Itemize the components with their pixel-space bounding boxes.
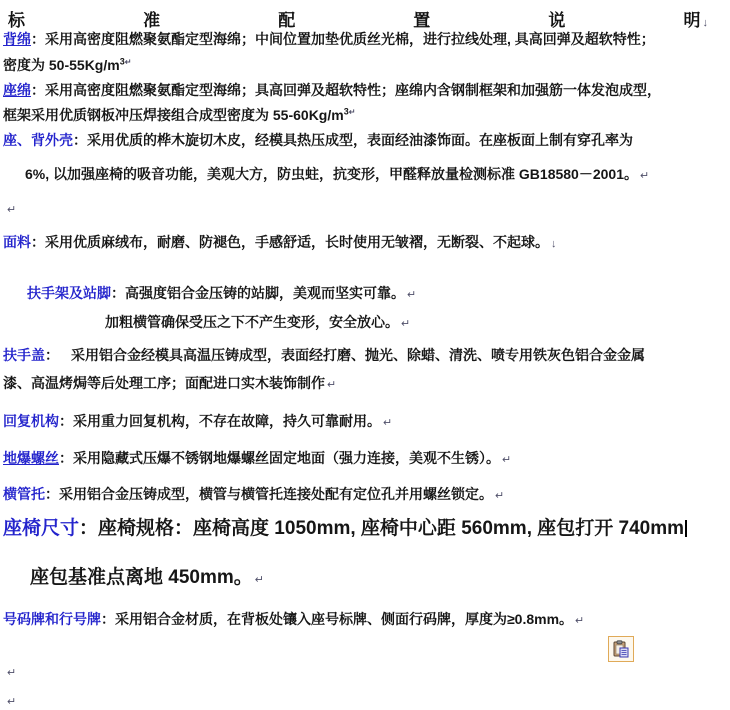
section-text: 密度为 50-55Kg/m (3, 57, 120, 73)
spec-row-armrest-frame (27, 283, 416, 303)
bold-standard-text: 甲醛释放量检测标准 GB18580－2001 (389, 166, 624, 182)
section-label: 横管托 (3, 486, 45, 502)
label-colon: ： (73, 132, 87, 148)
title-char: 说 (548, 11, 566, 30)
spec-row-seat-foam (3, 80, 661, 100)
label-colon: ： (31, 82, 45, 98)
section-text: 采用重力回复机构，不存在故障，持久可靠耐用。 (73, 413, 381, 429)
paragraph-mark: ↵ (7, 204, 17, 216)
spec-row-fabric (3, 232, 557, 252)
section-text: 采用优质麻绒布，耐磨、防褪色，手感舒适，长时使用无皱褶，无断裂、不起球。 (45, 234, 549, 250)
paragraph-mark: ↵ (7, 667, 17, 679)
spec-row-dimensions-line2 (30, 562, 264, 589)
page-title (8, 6, 708, 31)
paragraph-mark: ↵ (407, 289, 417, 301)
label-colon: ： (79, 518, 99, 539)
section-text: 采用铝合金材质，在背板处镶入座号标牌、侧面行码牌，厚度为≥0.8mm。 (115, 611, 574, 627)
spec-row-tube-bracket (3, 484, 504, 504)
spec-row-dimensions (3, 513, 687, 540)
section-text: 。 (623, 166, 638, 182)
paste-options-button[interactable] (608, 636, 634, 662)
section-text: 采用隐藏式压爆不锈钢地爆螺丝固定地面（强力连接，美观不生锈）。 (73, 450, 500, 466)
spec-row-shell (3, 130, 633, 150)
paragraph-mark: ↵ (575, 615, 585, 627)
superscript: 3 (119, 56, 125, 67)
spec-row-armrest-cover (3, 345, 645, 365)
section-text: 漆、高温烤焗等后处理工序；面配进口实木装饰制作 (3, 375, 325, 391)
paragraph-mark: ↵ (124, 57, 132, 67)
paste-options-icon (612, 640, 630, 658)
spec-row-shell-line2 (25, 164, 649, 184)
spec-row-armrest-frame-line2 (105, 312, 410, 332)
spec-row-back-foam-line2 (3, 55, 131, 75)
section-text: 采用高密度阻燃聚氨酯定型海绵；具高回弹及超软特性；座绵内含钢制框架和加强筋一体发泡成型， (45, 82, 661, 98)
spec-row-return-mechanism (3, 411, 392, 431)
paragraph-mark: ↵ (383, 417, 393, 429)
section-text: 采用优质的桦木旋切木皮，经模具热压成型，表面经油漆饰面。在座板面上制有穿孔率为 (87, 132, 633, 148)
label-colon: ： (59, 450, 73, 466)
paragraph-mark: ↵ (7, 696, 17, 708)
linebreak-mark: ↓ (702, 17, 708, 29)
spec-row-seat-foam-line2 (3, 105, 355, 125)
paragraph-mark: ↵ (495, 490, 505, 502)
title-char: 准 (143, 11, 161, 30)
title-char: 配 (278, 11, 296, 30)
title-char: 置 (413, 11, 431, 30)
section-label: 面料 (3, 234, 31, 250)
section-label: 背绵 (3, 31, 31, 47)
section-text: 座包基准点离地 450mm。 (30, 567, 253, 588)
section-text: 座椅规格：座椅高度 1050mm, 座椅中心距 560mm, 座包打开 740mm (98, 518, 685, 539)
section-text: 6%, 以加强座椅的吸音功能，美观大方，防虫蛀，抗变形， (25, 166, 390, 182)
section-text: 框架采用优质钢板冲压焊接组合成型密度为 55-60Kg/m (3, 107, 344, 123)
section-label: 座绵 (3, 82, 31, 98)
spec-row-number-plate (3, 609, 584, 629)
section-text: 采用铝合金压铸成型，横管与横管托连接处配有定位孔并用螺丝锁定。 (59, 486, 493, 502)
label-colon: ： (59, 413, 73, 429)
title-char-last: 明 ↓ (683, 11, 708, 30)
spec-row-anchor-bolt (3, 448, 511, 468)
paragraph-mark: ↵ (639, 170, 650, 182)
spec-row-armrest-cover-line2 (3, 373, 336, 393)
paragraph-mark: ↵ (502, 454, 512, 466)
section-text: 加粗横管确保受压之下不产生变形，安全放心。 (105, 314, 399, 330)
paragraph-mark: ↵ (254, 574, 264, 586)
linebreak-mark: ↓ (551, 238, 557, 250)
section-text: 高强度铝合金压铸的站脚，美观而坚实可靠。 (125, 285, 405, 301)
label-colon: ： (111, 285, 125, 301)
label-colon: ： (31, 31, 45, 47)
title-char: 标 (8, 11, 25, 30)
label-colon: ： (45, 347, 59, 363)
section-label: 回复机构 (3, 413, 59, 429)
section-label: 扶手架及站脚 (27, 285, 111, 301)
section-label: 号码牌和行号牌 (3, 611, 101, 627)
label-colon: ： (31, 234, 45, 250)
label-colon: ： (101, 611, 115, 627)
paragraph-mark: ↵ (327, 379, 337, 391)
empty-paragraph (5, 200, 16, 216)
empty-paragraph (5, 692, 16, 708)
paragraph-mark: ↵ (401, 318, 411, 330)
superscript: 3 (343, 106, 349, 117)
text-caret (685, 520, 687, 537)
section-label: 扶手盖 (3, 347, 45, 363)
section-text: 采用铝合金经模具高温压铸成型，表面经打磨、抛光、除蜡、清洗、喷专用铁灰色铝合金金属 (71, 347, 645, 363)
section-text: 采用高密度阻燃聚氨酯定型海绵；中间位置加垫优质丝光棉，进行拉线处理, 具高回弹及超软特性； (45, 31, 655, 47)
label-colon: ： (45, 486, 59, 502)
section-label: 座、背外壳 (3, 132, 73, 148)
section-label: 地爆螺丝 (3, 450, 59, 466)
paragraph-mark: ↵ (348, 107, 356, 117)
section-label: 座椅尺寸 (3, 518, 80, 539)
empty-paragraph (5, 663, 16, 679)
spec-row-back-foam (3, 29, 655, 49)
